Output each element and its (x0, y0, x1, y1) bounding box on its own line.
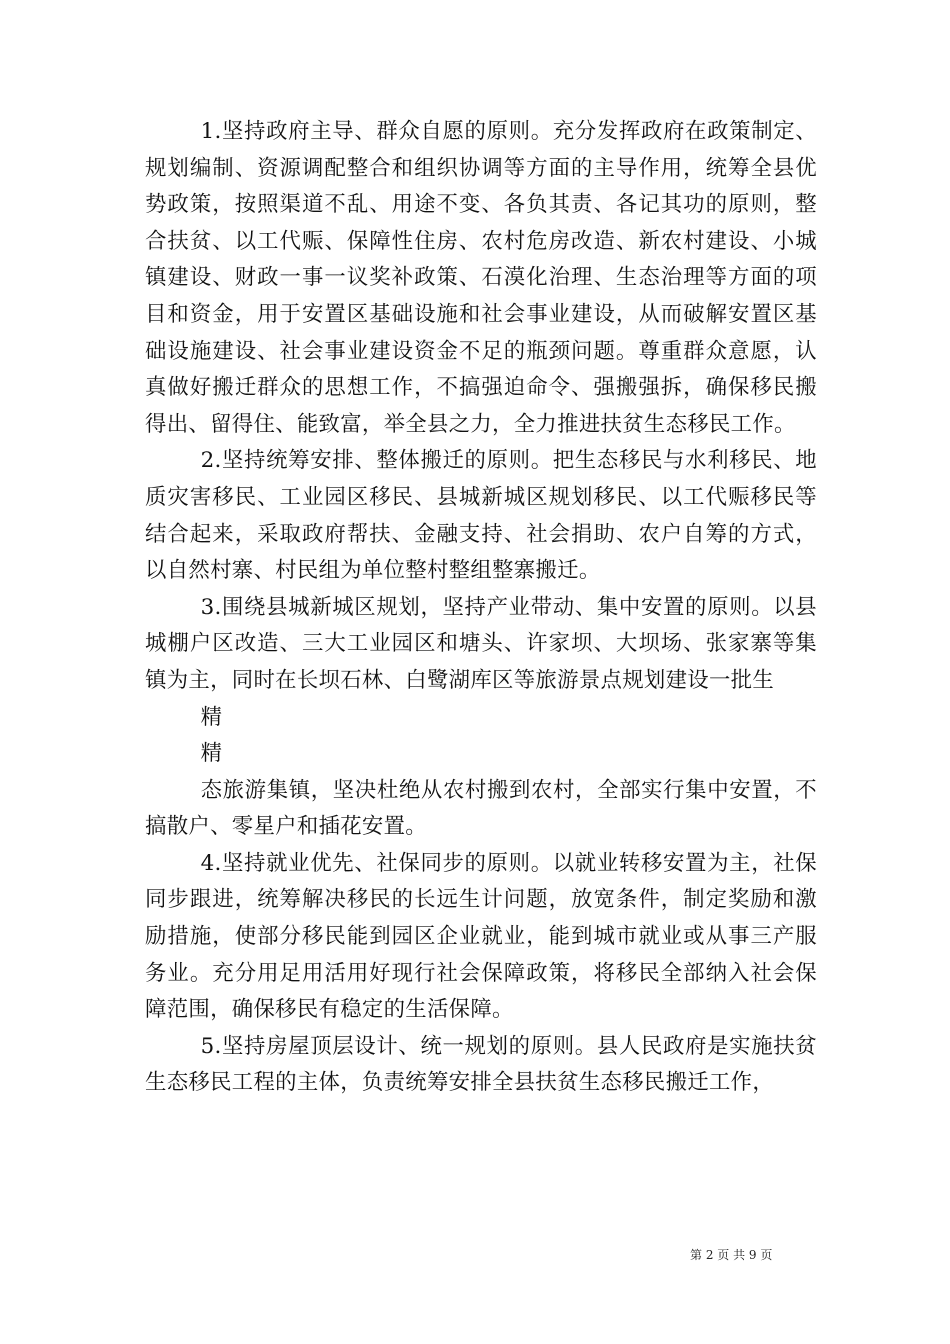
paragraph-principle-3: 3.围绕县城新城区规划，坚持产业带动、集中安置的原则。以县城棚户区改造、三大工业园区和塘头、许家坝、大坝场、张家寨等集镇为主，同时在长坝石林、白鹭湖库区等旅游景点规划建设一批生 (145, 594, 817, 693)
paragraph-fragment-jing-2: 精 (200, 741, 223, 767)
page-number-footer: 第 2 页 共 9 页 (690, 1248, 773, 1262)
paragraph-principle-1: 1.坚持政府主导、群众自愿的原则。充分发挥政府在政策制定、规划编制、资源调配整合和组织协调等方面的主导作用，统筹全县优势政策，按照渠道不乱、用途不变、各负其责、各记其功的原则，整合扶贫、以工代赈、保障性住房、农村危房改造、新农村建设、小城镇建设、财政一事一议奖补政策、石漠化治理、生态治理等方面的项目和资金，用于安置区基础设施和社会事业建设，从而破解安置区基础设施建设、社会事业建设资金不足的瓶颈问题。尊重群众意愿，认真做好搬迁群众的思想工作，不搞强迫命令、强搬强拆，确保移民搬得出、留得住、能致富，举全县之力，全力推进扶贫生态移民工作。 (145, 119, 817, 437)
paragraph-principle-3-continued: 态旅游集镇，坚决杜绝从农村搬到农村，全部实行集中安置，不搞散户、零星户和插花安置。 (145, 777, 817, 840)
paragraph-fragment-jing-1: 精 (200, 704, 223, 730)
body-text (145, 114, 817, 1102)
paragraph-principle-2: 2.坚持统筹安排、整体搬迁的原则。把生态移民与水利移民、地质灾害移民、工业园区移民、县城新城区规划移民、以工代赈移民等结合起来，采取政府帮扶、金融支持、社会捐助、农户自筹的方式，以自然村寨、村民组为单位整村整组整寨搬迁。 (145, 448, 817, 584)
paragraph-principle-5: 5.坚持房屋顶层设计、统一规划的原则。县人民政府是实施扶贫生态移民工程的主体，负责统筹安排全县扶贫生态移民搬迁工作， (145, 1033, 817, 1096)
paragraph-principle-4: 4.坚持就业优先、社保同步的原则。以就业转移安置为主，社保同步跟进，统筹解决移民的长远生计问题，放宽条件，制定奖励和激励措施，使部分移民能到园区企业就业，能到城市就业或从事三产服务业。充分用足用活用好现行社会保障政策，将移民全部纳入社会保障范围，确保移民有稳定的生活保障。 (145, 850, 817, 1023)
